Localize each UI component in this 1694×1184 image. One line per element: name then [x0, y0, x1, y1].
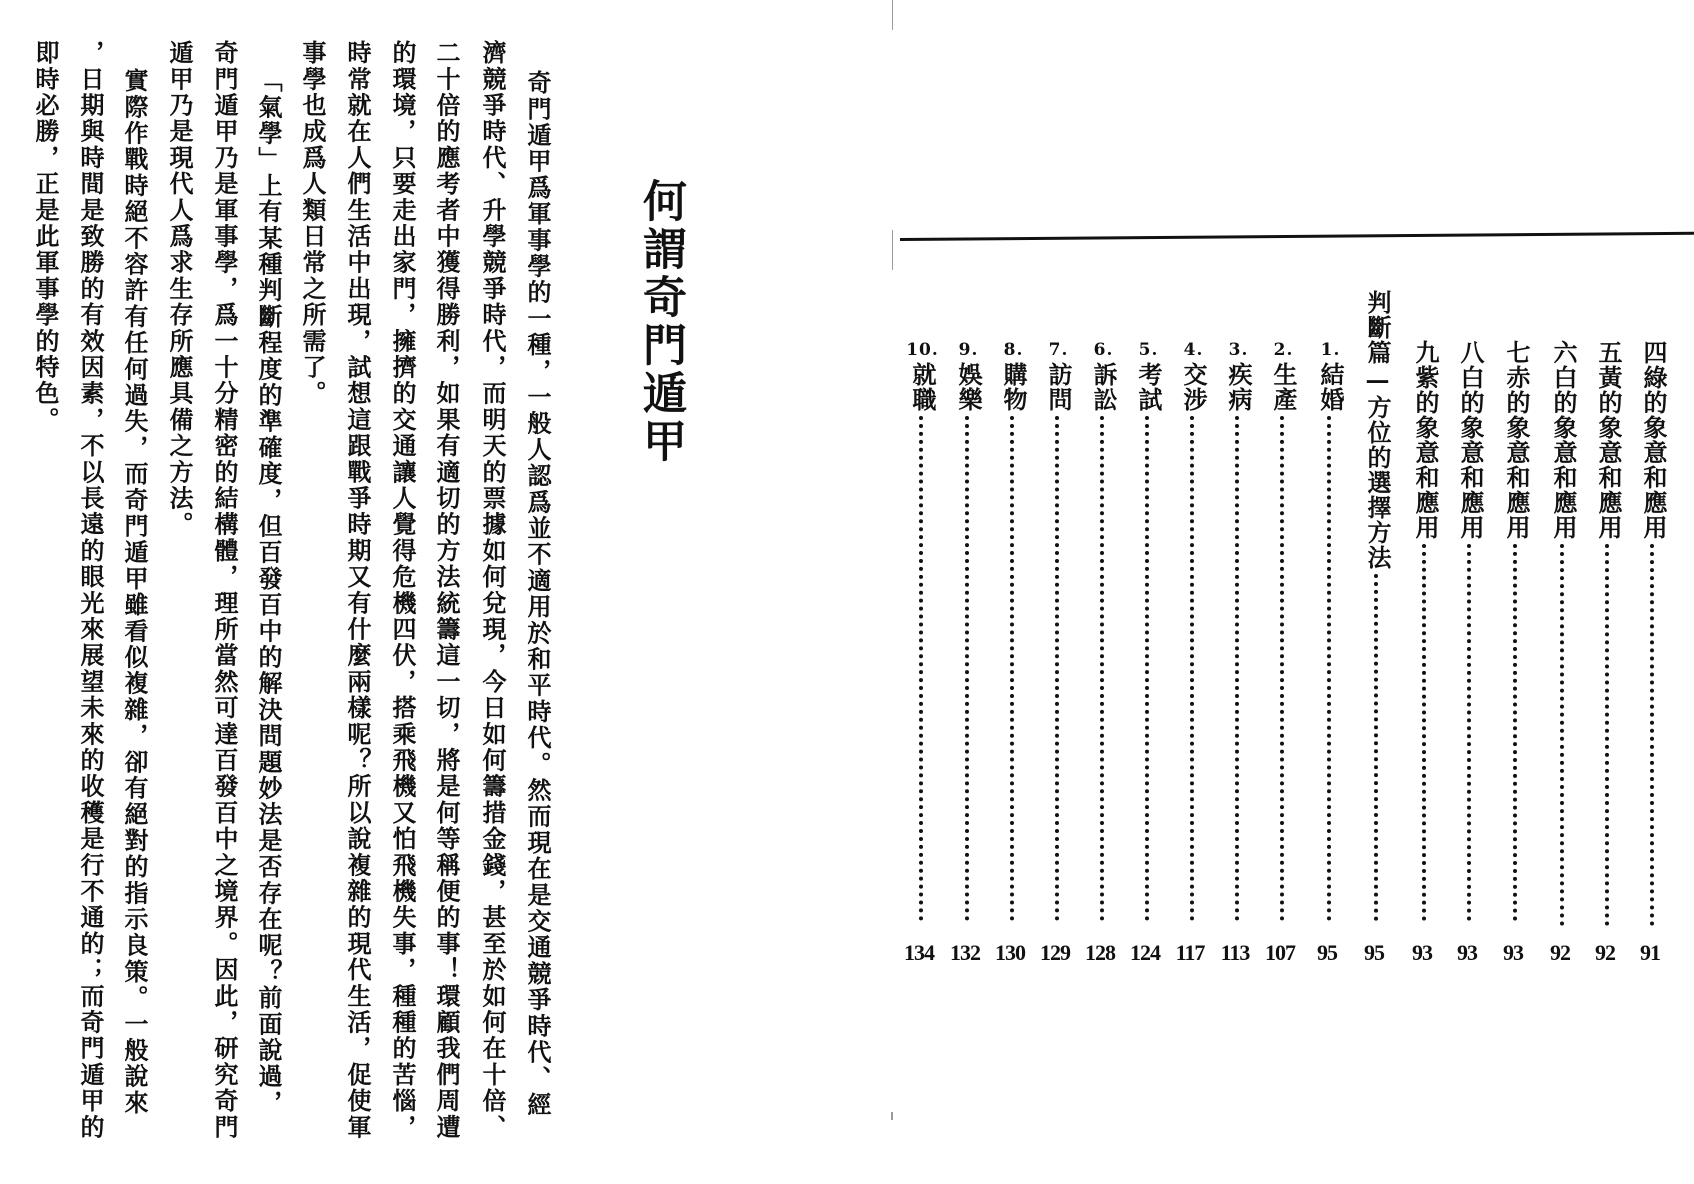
- paragraph-column: 的環境，只要走出家門，擁擠的交通讓人覺得危機四伏，搭乘飛機又怕飛機失事，種種的苦惱，: [388, 40, 417, 1141]
- paragraph-column: ，日期與時間是致勝的有效因素，不以長遠的眼光來展望未來的收穫是行不通的；而奇門遁甲的: [76, 40, 105, 1141]
- toc-entry: [1408, 340, 1443, 925]
- toc-entry: [1499, 340, 1534, 925]
- toc-entry-title: 生產: [1269, 362, 1298, 412]
- toc-entry: [1546, 340, 1581, 930]
- dot-leader: [1513, 544, 1521, 921]
- toc-entry: [996, 340, 1031, 925]
- chapter-title: 何謂奇門遁甲: [635, 178, 686, 466]
- header-rule: [900, 232, 1694, 241]
- toc-entry-title: 訴訟: [1089, 362, 1118, 412]
- toc-entry-number: 5.: [1138, 340, 1159, 360]
- toc-entry-title: 購物: [999, 362, 1028, 412]
- paragraph-column: 「氣學」上有某種判斷程度的準確度，但百發百中的解決問題妙法是否存在呢？前面說過，: [254, 68, 283, 1116]
- paragraph-column: 即時必勝，正是此軍事學的特色。: [31, 40, 60, 433]
- toc-entry: [1221, 340, 1256, 925]
- toc-page-number: 95: [1317, 940, 1337, 965]
- toc-page-number: 134: [904, 940, 934, 965]
- toc-entry: [1360, 290, 1395, 925]
- toc-entry-title: 交涉: [1179, 362, 1208, 412]
- toc-page-number: 93: [1457, 940, 1477, 965]
- toc-entry: [1086, 340, 1121, 925]
- toc-entry: [1041, 340, 1076, 925]
- dot-leader: [965, 416, 973, 921]
- toc-page-number: 93: [1503, 940, 1523, 965]
- toc-entry: [951, 340, 986, 925]
- toc-entry: [1591, 340, 1626, 930]
- toc-entry-number: 9.: [958, 340, 979, 360]
- toc-entry-title: 七赤的象意和應用: [1502, 340, 1531, 540]
- toc-page-number: 92: [1595, 940, 1615, 965]
- toc-entry-title: 六白的象意和應用: [1549, 340, 1578, 540]
- dot-leader: [1010, 416, 1018, 921]
- toc-entry-title: 娛樂: [954, 362, 983, 412]
- toc-entry-title: 判斷篇—方位的選擇方法: [1363, 290, 1392, 570]
- gutter-line: [892, 230, 893, 270]
- toc-page-number: 128: [1085, 940, 1115, 965]
- toc-page-number: 95: [1364, 940, 1384, 965]
- toc-entry-number: 4.: [1183, 340, 1204, 360]
- paragraph-column: 奇門遁甲爲軍事學的一種，一般人認爲並不適用於和平時代。然而現在是交通競爭時代、經: [523, 70, 552, 1118]
- toc-entry: [905, 340, 940, 925]
- toc-entry: [1313, 340, 1348, 925]
- toc-page-number: 130: [995, 940, 1025, 965]
- toc-entry-title: 就職: [908, 362, 937, 412]
- toc-page-number: 93: [1412, 940, 1432, 965]
- dot-leader: [919, 416, 927, 921]
- paragraph-column: 時常就在人們生活中出現，試想這跟戰爭時期又有什麼兩樣呢？所以說複雜的現代生活，促使軍: [343, 40, 372, 1141]
- dot-leader: [1235, 416, 1243, 921]
- toc-entry-title: 考試: [1134, 362, 1163, 412]
- dot-leader: [1650, 544, 1658, 926]
- toc-entry-title: 五黃的象意和應用: [1594, 340, 1623, 540]
- dot-leader: [1280, 416, 1288, 921]
- toc-entry: [1266, 340, 1301, 925]
- toc-entry-number: 1.: [1320, 340, 1341, 360]
- toc-entry: [1131, 340, 1166, 925]
- toc-page-number: 113: [1220, 940, 1250, 965]
- toc-entry-title: 九紫的象意和應用: [1411, 340, 1440, 540]
- toc-entry-number: 8.: [1003, 340, 1024, 360]
- toc-page-number: 117: [1175, 940, 1205, 965]
- dot-leader: [1145, 416, 1153, 921]
- paragraph-column: 奇門遁甲乃是軍事學，爲一十分精密的結構體，理所當然可達百發百中之境界。因此，研究奇門: [210, 40, 239, 1141]
- toc-entry-number: 3.: [1228, 340, 1249, 360]
- toc-page-number: 92: [1550, 940, 1570, 965]
- dot-leader: [1467, 544, 1475, 921]
- dot-leader: [1055, 416, 1063, 921]
- toc-entry: [1636, 340, 1671, 930]
- dot-leader: [1605, 544, 1613, 926]
- toc-entry-title: 結婚: [1316, 362, 1345, 412]
- dot-leader: [1327, 416, 1335, 921]
- toc-page-number: 129: [1040, 940, 1070, 965]
- paragraph-column: 遁甲乃是現代人爲求生存所應具備之方法。: [165, 40, 194, 538]
- toc-page-number: 91: [1640, 940, 1660, 965]
- toc-page-number: 124: [1130, 940, 1160, 965]
- paragraph-column: 實際作戰時絕不容許有任何過失，而奇門遁甲雖看似複雜，卻有絕對的指示良策。一般說來: [120, 68, 149, 1116]
- dot-leader: [1374, 574, 1382, 921]
- toc-page-number: 107: [1265, 940, 1295, 965]
- toc-entry: [1176, 340, 1211, 925]
- toc-entry-title: 疾病: [1224, 362, 1253, 412]
- dot-leader: [1190, 416, 1198, 921]
- dot-leader: [1422, 544, 1430, 921]
- toc-entry-number: 6.: [1093, 340, 1114, 360]
- dot-leader: [1560, 544, 1568, 926]
- toc-entry-title: 訪問: [1044, 362, 1073, 412]
- toc-page-number: 132: [950, 940, 980, 965]
- toc-entry-number: 10.: [906, 340, 939, 360]
- toc-entry-title: 四綠的象意和應用: [1639, 340, 1668, 540]
- toc-entry: [1453, 340, 1488, 925]
- paragraph-column: 二十倍的應考者中獲得勝利，如果有適切的方法統籌這一切，將是何等稱便的事！環顧我們周遭: [432, 40, 461, 1141]
- toc-entry-number: 2.: [1273, 340, 1294, 360]
- paragraph-column: 濟競爭時代、升學競爭時代，而明天的票據如何兌現，今日如何籌措金錢，甚至於如何在十倍、: [478, 40, 507, 1141]
- dot-leader: [1100, 416, 1108, 921]
- paragraph-column: 事學也成爲人類日常之所需了。: [298, 40, 327, 407]
- gutter-line: [892, 0, 893, 30]
- gutter-mark: [891, 1112, 893, 1120]
- toc-entry-title: 八白的象意和應用: [1456, 340, 1485, 540]
- toc-entry-number: 7.: [1048, 340, 1069, 360]
